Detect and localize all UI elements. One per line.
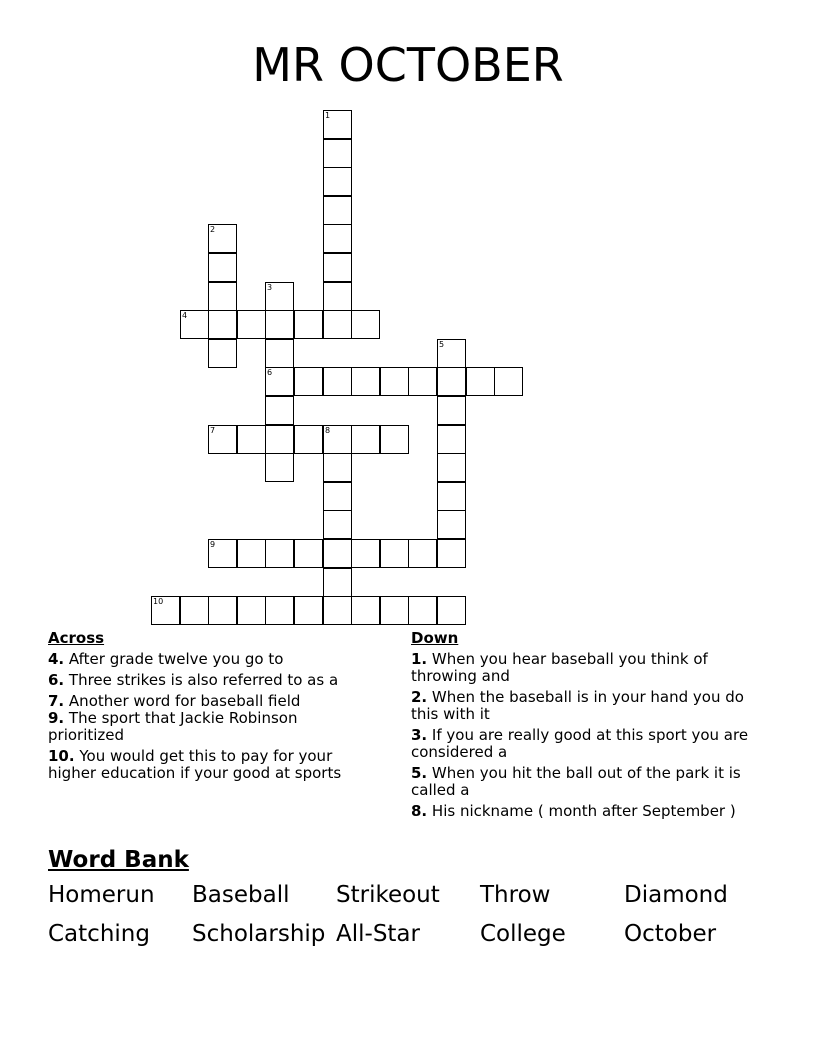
grid-cell[interactable] xyxy=(437,453,466,482)
grid-cell[interactable] xyxy=(265,339,294,368)
grid-cell[interactable] xyxy=(323,539,352,568)
grid-cell[interactable] xyxy=(294,596,323,625)
word-bank-item: Baseball xyxy=(192,882,290,908)
clue-number: 7. xyxy=(48,692,65,710)
grid-cell[interactable] xyxy=(237,425,266,454)
down-clue xyxy=(411,765,756,799)
across-clues xyxy=(48,630,368,786)
grid-cell[interactable] xyxy=(180,310,209,339)
grid-cell[interactable] xyxy=(294,425,323,454)
word-bank-item: Throw xyxy=(480,882,551,908)
grid-cell[interactable] xyxy=(323,224,352,253)
word-bank-item: Catching xyxy=(48,921,150,947)
grid-cell[interactable] xyxy=(437,367,466,396)
down-clues xyxy=(411,630,756,824)
clue-number: 3. xyxy=(411,726,428,744)
grid-cell[interactable] xyxy=(323,253,352,282)
clue-text: Three strikes is also referred to as a xyxy=(68,671,339,689)
grid-cell[interactable] xyxy=(351,596,380,625)
clue-number: 8. xyxy=(411,802,428,820)
word-bank-item: College xyxy=(480,921,566,947)
grid-cell[interactable] xyxy=(323,167,352,196)
grid-cell[interactable] xyxy=(265,425,294,454)
grid-cell[interactable] xyxy=(351,425,380,454)
grid-cell[interactable] xyxy=(265,396,294,425)
word-bank-item: Strikeout xyxy=(336,882,440,908)
grid-cell[interactable] xyxy=(323,568,352,597)
down-clue xyxy=(411,651,756,685)
clue-text: Another word for baseball field xyxy=(68,692,301,710)
grid-cell[interactable] xyxy=(380,367,409,396)
grid-cell[interactable] xyxy=(208,596,237,625)
grid-cell[interactable] xyxy=(294,310,323,339)
grid-cell[interactable] xyxy=(323,367,352,396)
clue-text: You would get this to pay for your higher education if your good at sports xyxy=(48,747,342,782)
grid-cell[interactable] xyxy=(437,339,466,368)
clue-number-label: 2 xyxy=(210,225,216,234)
grid-cell[interactable] xyxy=(323,139,352,168)
clue-number: 1. xyxy=(411,650,428,668)
grid-cell[interactable] xyxy=(408,367,437,396)
grid-cell[interactable] xyxy=(351,539,380,568)
grid-cell[interactable] xyxy=(323,196,352,225)
grid-cell[interactable] xyxy=(323,282,352,311)
clue-number: 4. xyxy=(48,650,65,668)
word-bank-item: Homerun xyxy=(48,882,155,908)
grid-cell[interactable] xyxy=(180,596,209,625)
grid-cell[interactable] xyxy=(208,224,237,253)
clue-number: 5. xyxy=(411,764,428,782)
grid-cell[interactable] xyxy=(323,110,352,139)
grid-cell[interactable] xyxy=(237,596,266,625)
grid-cell[interactable] xyxy=(466,367,495,396)
word-bank-item: All-Star xyxy=(336,921,420,947)
grid-cell[interactable] xyxy=(294,539,323,568)
grid-cell[interactable] xyxy=(208,539,237,568)
clue-number: 2. xyxy=(411,688,428,706)
clue-number-label: 3 xyxy=(267,283,273,292)
across-clue xyxy=(48,672,368,689)
word-bank-title: Word Bank xyxy=(48,847,189,873)
clue-number-label: 8 xyxy=(325,426,331,435)
clue-number-label: 1 xyxy=(325,111,331,120)
word-bank-item: Scholarship xyxy=(192,921,326,947)
grid-cell[interactable] xyxy=(437,510,466,539)
clue-text: The sport that Jackie Robinson prioritized xyxy=(48,709,298,744)
clue-number-label: 9 xyxy=(210,540,216,549)
grid-cell[interactable] xyxy=(380,425,409,454)
grid-cell[interactable] xyxy=(208,339,237,368)
grid-cell[interactable] xyxy=(265,367,294,396)
clue-number-label: 4 xyxy=(182,311,188,320)
grid-cell[interactable] xyxy=(265,310,294,339)
clue-number-label: 7 xyxy=(210,426,216,435)
grid-cell[interactable] xyxy=(265,539,294,568)
clue-text: When the baseball is in your hand you do this with it xyxy=(411,688,744,723)
clue-text: When you hit the ball out of the park it is called a xyxy=(411,764,741,799)
grid-cell[interactable] xyxy=(351,367,380,396)
grid-cell[interactable] xyxy=(351,310,380,339)
grid-cell[interactable] xyxy=(408,596,437,625)
grid-cell[interactable] xyxy=(323,425,352,454)
clue-number-label: 5 xyxy=(439,340,445,349)
down-heading: Down xyxy=(411,629,459,647)
grid-cell[interactable] xyxy=(437,482,466,511)
clue-number: 10. xyxy=(48,747,75,765)
down-clue xyxy=(411,727,756,761)
clue-text: His nickname ( month after September ) xyxy=(431,802,736,820)
grid-cell[interactable] xyxy=(323,482,352,511)
clue-text: After grade twelve you go to xyxy=(68,650,284,668)
clue-number: 6. xyxy=(48,671,65,689)
clue-number: 9. xyxy=(48,709,65,727)
grid-cell[interactable] xyxy=(265,282,294,311)
grid-cell[interactable] xyxy=(380,596,409,625)
down-clue xyxy=(411,689,756,723)
grid-cell[interactable] xyxy=(208,253,237,282)
grid-cell[interactable] xyxy=(323,453,352,482)
grid-cell[interactable] xyxy=(208,310,237,339)
clue-text: When you hear baseball you think of throwing and xyxy=(411,650,708,685)
across-clue xyxy=(48,651,368,668)
page-title: MR OCTOBER xyxy=(252,38,564,92)
grid-cell[interactable] xyxy=(437,596,466,625)
clue-text: If you are really good at this sport you are considered a xyxy=(411,726,749,761)
grid-cell[interactable] xyxy=(237,310,266,339)
grid-cell[interactable] xyxy=(437,539,466,568)
grid-cell[interactable] xyxy=(265,596,294,625)
grid-cell[interactable] xyxy=(408,539,437,568)
grid-cell[interactable] xyxy=(151,596,180,625)
down-clue xyxy=(411,803,756,820)
across-clue xyxy=(48,693,368,710)
clue-number-label: 10 xyxy=(153,597,164,606)
word-bank-item: Diamond xyxy=(624,882,728,908)
grid-cell[interactable] xyxy=(265,453,294,482)
grid-cell[interactable] xyxy=(380,539,409,568)
grid-cell[interactable] xyxy=(437,425,466,454)
grid-cell[interactable] xyxy=(323,310,352,339)
grid-cell[interactable] xyxy=(437,396,466,425)
grid-cell[interactable] xyxy=(323,510,352,539)
across-clue xyxy=(48,748,368,782)
grid-cell[interactable] xyxy=(294,367,323,396)
word-bank-item: October xyxy=(624,921,717,947)
grid-cell[interactable] xyxy=(237,539,266,568)
clue-number-label: 6 xyxy=(267,368,273,377)
grid-cell[interactable] xyxy=(494,367,523,396)
across-clue xyxy=(48,710,368,744)
grid-cell[interactable] xyxy=(323,596,352,625)
grid-cell[interactable] xyxy=(208,282,237,311)
grid-cell[interactable] xyxy=(208,425,237,454)
across-heading: Across xyxy=(48,629,105,647)
